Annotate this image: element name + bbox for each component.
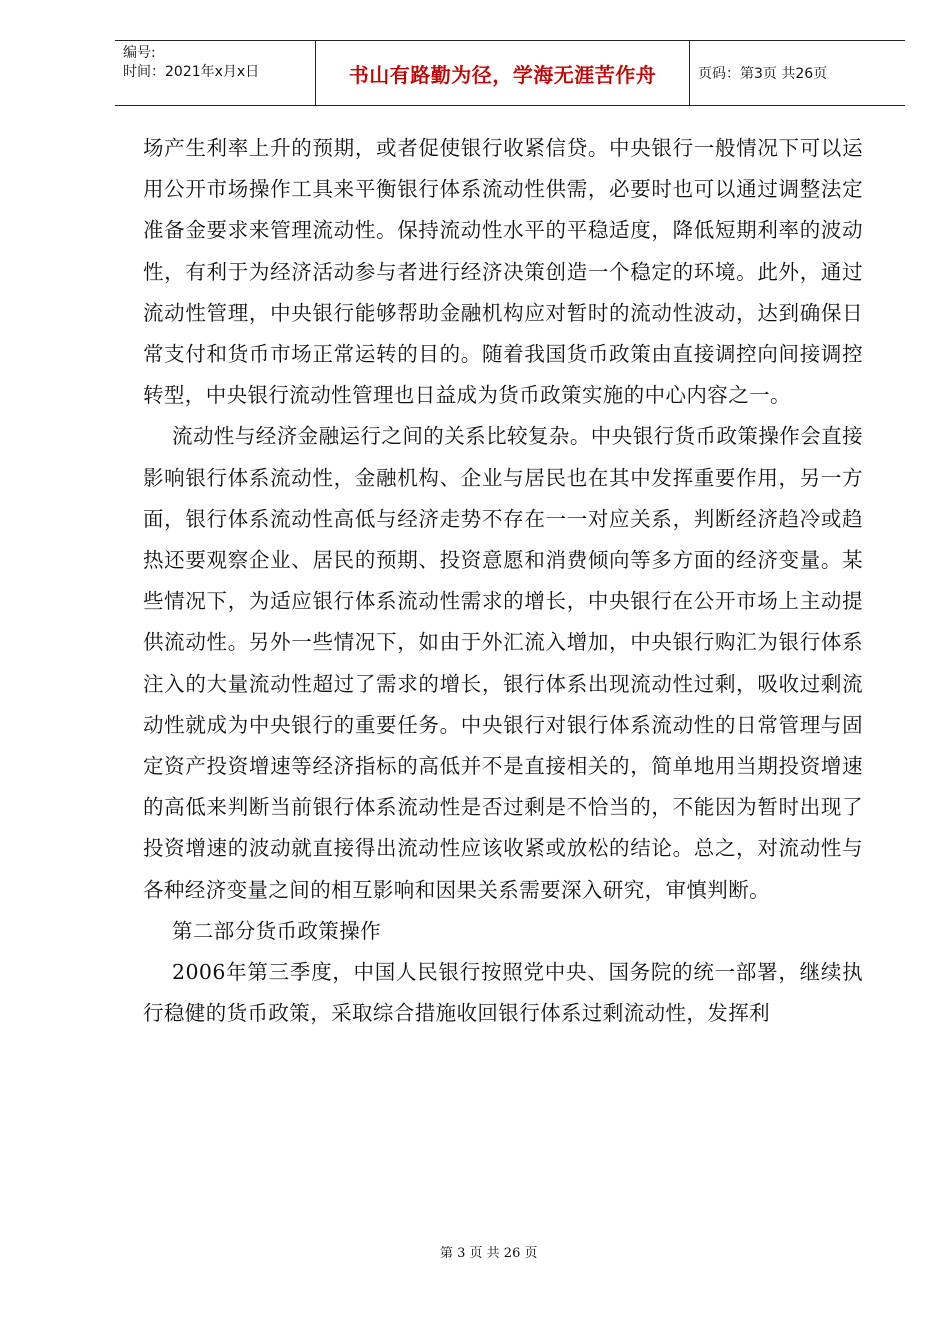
header-motto: 书山有路勤为径，学海无涯苦作舟 xyxy=(316,41,690,105)
paragraph-continued: 场产生利率上升的预期，或者促使银行收紧信贷。中央银行一般情况下可以运用公开市场操作工具来平衡银行体系流动性供需，必要时也可以通过调整法定准备金要求来管理流动性。保持流动性水平的平稳适度，降低短期利率的波动性，有利于为经济活动参与者进行经济决策创造一个稳定的环境。此外，通过流动性管理，中央银行能够帮助金融机构应对暂时的流动性波动，达到确保日常支付和货币市场正常运转的目的。随着我国货币政策由直接调控向间接调控转型，中央银行流动性管理也日益成为货币政策实施的中心内容之一。 xyxy=(143,136,863,408)
section-heading: 第二部分货币政策操作 xyxy=(172,918,381,943)
time-label: 时间：2021年x月x日 xyxy=(123,64,260,80)
header-meta xyxy=(115,41,316,105)
page-footer: 第 3 页 共 26 页 xyxy=(440,1246,538,1261)
page-header xyxy=(115,40,905,106)
document-body xyxy=(143,128,863,1034)
serial-label: 编号: xyxy=(123,45,156,61)
paragraph-operations: 2006年第三季度，中国人民银行按照党中央、国务院的统一部署，继续执行稳健的货币政策，采取综合措施收回银行体系过剩流动性，发挥利 xyxy=(143,960,863,1026)
paragraph-liquidity: 流动性与经济金融运行之间的关系比较复杂。中央银行货币政策操作会直接影响银行体系流动性，金融机构、企业与居民也在其中发挥重要作用，另一方面，银行体系流动性高低与经济走势不存在一一对应关系，判断经济趋冷或趋热还要观察企业、居民的预期、投资意愿和消费倾向等多方面的经济变量。某些情况下，为适应银行体系流动性需求的增长，中央银行在公开市场上主动提供流动性。另外一些情况下，如由于外汇流入增加，中央银行购汇为银行体系注入的大量流动性超过了需求的增长，银行体系出现流动性过剩，吸收过剩流动性就成为中央银行的重要任务。中央银行对银行体系流动性的日常管理与固定资产投资增速等经济指标的高低并不是直接相关的，简单地用当期投资增速的高低来判断当前银行体系流动性是否过剩是不恰当的，不能因为暂时出现了投资增速的波动就直接得出流动性应该收紧或放松的结论。总之，对流动性与各种经济变量之间的相互影响和因果关系需要深入研究，审慎判断。 xyxy=(143,424,863,902)
header-page-info: 页码：第3页 共26页 xyxy=(698,66,828,82)
